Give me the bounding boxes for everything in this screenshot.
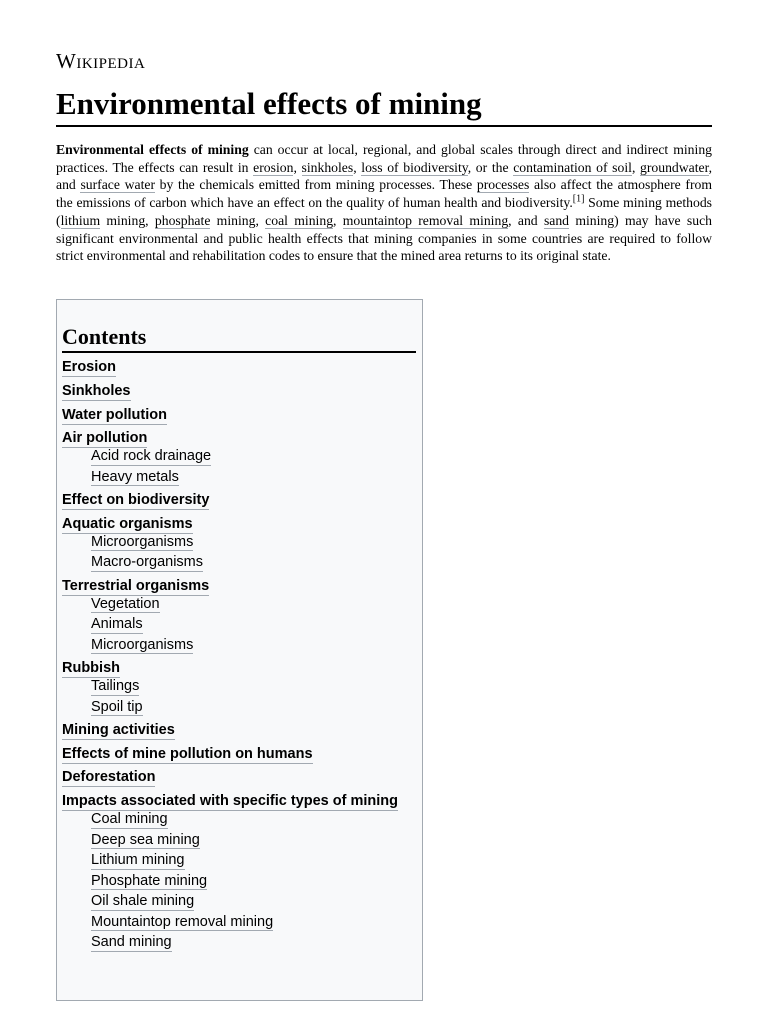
intro-lead-bold: Environmental effects of mining xyxy=(56,142,249,157)
toc-item xyxy=(62,359,417,377)
toc-sublist xyxy=(62,678,417,716)
toc-sublink-phosphate-mining[interactable]: Phosphate mining xyxy=(91,872,208,889)
toc-item xyxy=(62,492,417,510)
toc-sublink-microorganisms[interactable]: Microorganisms xyxy=(91,533,194,550)
toc-sublink-macro-organisms[interactable]: Macro-organisms xyxy=(91,554,203,571)
intro-text: , and xyxy=(508,212,544,228)
intro-text: , xyxy=(353,159,362,175)
toc-sublink-microorganisms[interactable]: Microorganisms xyxy=(91,636,194,653)
toc-subitem xyxy=(91,934,417,952)
toc-item xyxy=(62,407,417,425)
toc-link-air-pollution[interactable]: Air pollution xyxy=(62,430,148,447)
link-surface-water[interactable]: surface water xyxy=(80,177,156,193)
toc-item xyxy=(62,746,417,764)
toc-sublink-animals[interactable]: Animals xyxy=(91,616,143,633)
toc-subitem xyxy=(91,852,417,870)
intro-text: , or the xyxy=(467,159,514,175)
toc-subitem xyxy=(91,678,417,696)
intro-text: can occur at local, regional, and global scales through direct and indirect mining practices. The effects can result in xyxy=(56,142,713,175)
toc-subitem xyxy=(91,469,417,487)
toc-item xyxy=(62,769,417,787)
intro-text: mining) may have such significant environmental and public health effects that mining companies in some countries are required to follow strict environmental and rehabilitation codes to ensure that the mined area returns to its original state. xyxy=(56,212,713,264)
toc-sublink-spoil-tip[interactable]: Spoil tip xyxy=(91,698,143,715)
link-erosion[interactable]: erosion xyxy=(253,159,294,175)
toc-subitem xyxy=(91,637,417,655)
toc-sublink-sand-mining[interactable]: Sand mining xyxy=(91,934,172,951)
toc-subitem xyxy=(91,914,417,932)
toc-item xyxy=(62,383,417,401)
intro-text: , and xyxy=(56,159,713,193)
toc-subitem xyxy=(91,554,417,572)
toc-link-mining-activities[interactable]: Mining activities xyxy=(62,721,175,738)
toc-item xyxy=(62,793,417,952)
toc-link-impacts-associated-with-specific-types-of-mining[interactable]: Impacts associated with specific types of mining xyxy=(62,793,399,810)
toc-sublink-lithium-mining[interactable]: Lithium mining xyxy=(91,852,185,869)
toc-link-effects-of-mine-pollution-on-humans[interactable]: Effects of mine pollution on humans xyxy=(62,745,313,762)
toc-sublink-mountaintop-removal-mining[interactable]: Mountaintop removal mining xyxy=(91,913,274,930)
intro-text: , xyxy=(631,159,640,175)
link-lithium[interactable]: lithium xyxy=(60,212,101,228)
toc-link-aquatic-organisms[interactable]: Aquatic organisms xyxy=(62,515,193,532)
toc-sublink-acid-rock-drainage[interactable]: Acid rock drainage xyxy=(91,448,212,465)
toc-list xyxy=(62,359,417,952)
intro-text: by the chemicals emitted from mining processes. These xyxy=(155,177,477,193)
link-phosphate[interactable]: phosphate xyxy=(154,212,211,228)
toc-subitem xyxy=(91,893,417,911)
toc-sublist xyxy=(62,534,417,572)
toc-link-sinkholes[interactable]: Sinkholes xyxy=(62,382,131,399)
toc-link-terrestrial-organisms[interactable]: Terrestrial organisms xyxy=(62,577,210,594)
toc-sublist xyxy=(62,811,417,952)
toc-subitem xyxy=(91,873,417,891)
toc-subitem xyxy=(91,832,417,850)
toc-subitem xyxy=(91,534,417,552)
intro-text: , xyxy=(333,212,343,228)
link-mountaintop-removal-mining[interactable]: mountaintop removal mining xyxy=(342,212,509,228)
toc-sublink-deep-sea-mining[interactable]: Deep sea mining xyxy=(91,831,200,848)
intro-text: Some mining methods ( xyxy=(56,195,713,228)
link-coal-mining[interactable]: coal mining xyxy=(265,212,334,228)
toc-sublist xyxy=(62,448,417,486)
intro-paragraph xyxy=(56,141,712,265)
toc-item xyxy=(62,516,417,572)
toc-sublink-vegetation[interactable]: Vegetation xyxy=(91,595,160,612)
toc-item xyxy=(62,578,417,655)
toc-subitem xyxy=(91,616,417,634)
toc-sublink-tailings[interactable]: Tailings xyxy=(91,678,140,695)
toc-title: Contents xyxy=(62,323,416,353)
link-sinkholes[interactable]: sinkholes xyxy=(301,159,354,175)
toc-link-effect-on-biodiversity[interactable]: Effect on biodiversity xyxy=(62,492,210,509)
link-contamination-of-soil[interactable]: contamination of soil xyxy=(513,159,632,175)
page-title: Environmental effects of mining xyxy=(56,84,712,127)
toc-sublink-heavy-metals[interactable]: Heavy metals xyxy=(91,468,179,485)
link-groundwater[interactable]: groundwater xyxy=(640,159,709,175)
toc-subitem xyxy=(91,811,417,829)
toc-sublink-coal-mining[interactable]: Coal mining xyxy=(91,811,168,828)
link-sand[interactable]: sand xyxy=(543,212,570,228)
toc-link-water-pollution[interactable]: Water pollution xyxy=(62,406,167,423)
link-processes[interactable]: processes xyxy=(476,177,530,193)
intro-text: , xyxy=(293,159,302,175)
intro-text: mining, xyxy=(100,212,155,228)
intro-text: also affect the atmosphere from the emissions of carbon which have an effect on the quality of human health and biodiversity. xyxy=(56,177,712,211)
toc-item xyxy=(62,660,417,716)
toc-item xyxy=(62,722,417,740)
toc-subitem xyxy=(91,448,417,466)
wikipedia-logo[interactable]: Wikipedia xyxy=(56,49,146,73)
toc-link-erosion[interactable]: Erosion xyxy=(62,359,116,375)
toc-subitem xyxy=(91,596,417,614)
toc-link-deforestation[interactable]: Deforestation xyxy=(62,769,156,786)
toc-link-rubbish[interactable]: Rubbish xyxy=(62,660,120,677)
toc-subitem xyxy=(91,699,417,717)
toc-item xyxy=(62,430,417,486)
toc-sublink-oil-shale-mining[interactable]: Oil shale mining xyxy=(91,893,195,910)
intro-text: mining, xyxy=(210,212,266,228)
link-loss-of-biodiversity[interactable]: loss of biodiversity xyxy=(361,159,468,175)
table-of-contents xyxy=(56,299,423,1001)
reference-link-1[interactable]: [1] xyxy=(572,193,585,205)
toc-sublist xyxy=(62,596,417,655)
